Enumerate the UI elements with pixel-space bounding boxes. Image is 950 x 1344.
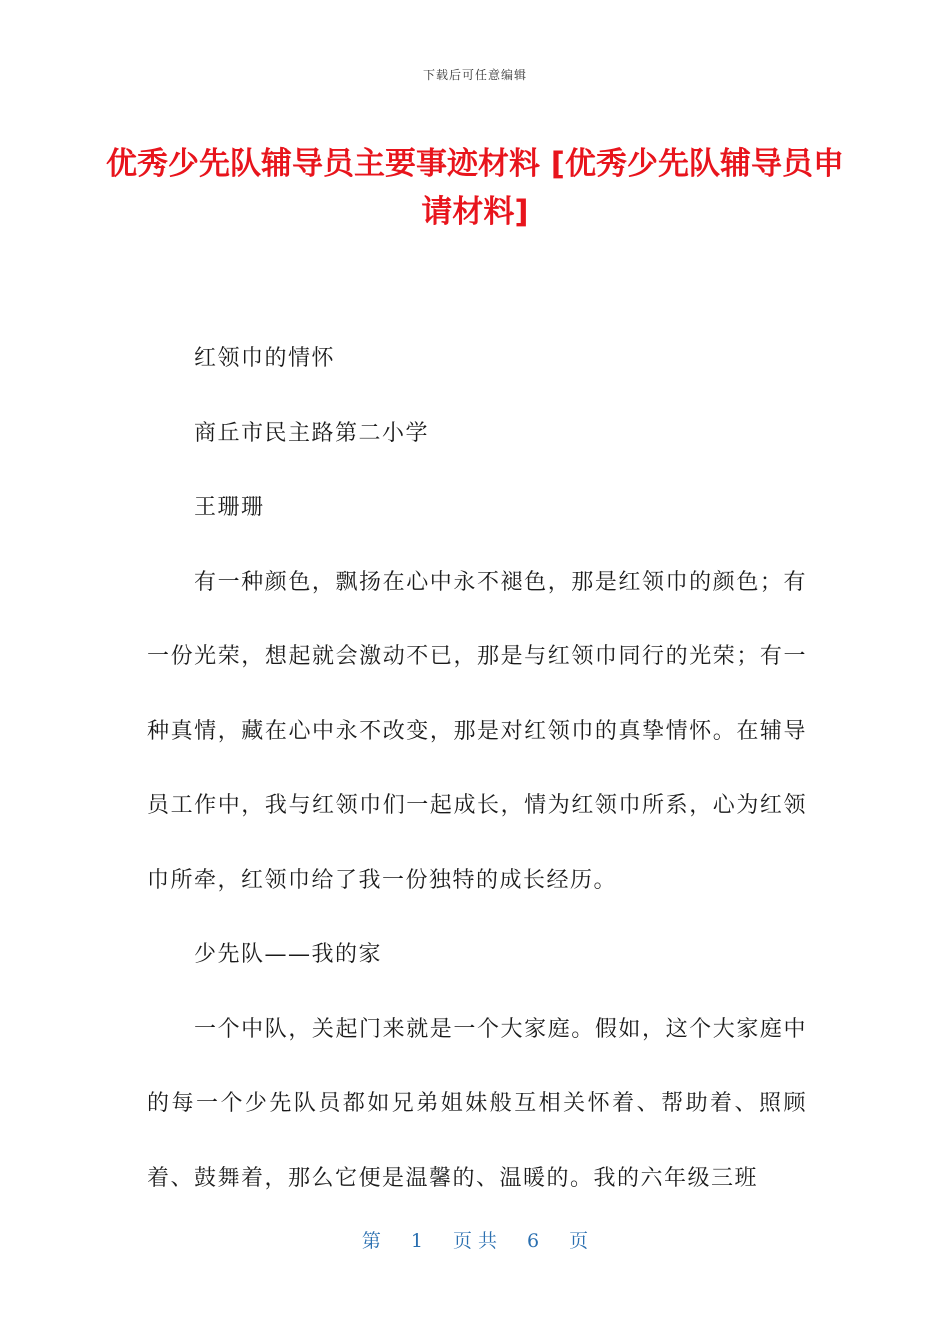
paragraph-section-heading: 少先队——我的家 <box>194 942 383 967</box>
footer-prefix: 第 <box>361 1230 381 1252</box>
paragraph-body: 一个中队，关起门来就是一个大家庭。假如，这个大家庭中的每一个少先队员都如兄弟姐妹般互相关怀着、帮助着、照顾着、鼓舞着，那么它便是温馨的、温暖的。我的六年级三班 <box>147 1016 807 1191</box>
paragraph-school: 商丘市民主路第二小学 <box>194 420 430 446</box>
footer-current-page: 1 <box>410 1230 423 1252</box>
footer-middle: 页 共 <box>452 1230 498 1252</box>
paragraph-subtitle: 红领巾的情怀 <box>194 346 336 371</box>
document-body <box>147 322 807 1216</box>
footer-suffix: 页 <box>569 1230 589 1252</box>
paragraph-author: 王珊珊 <box>194 495 265 520</box>
paragraph-intro: 有一种颜色，飘扬在心中永不褪色，那是红领巾的颜色；有一份光荣，想起就会激动不已，那是与红领巾同行的光荣；有一种真情，藏在心中永不改变，那是对红领巾的真挚情怀。在辅导员工作中，我与红领巾们一起成长，情为红领巾所系，心为红领巾所牵，红领巾给了我一份独特的成长经历。 <box>147 569 807 893</box>
document-title: 优秀少先队辅导员主要事迹材料 [优秀少先队辅导员申请材料] <box>106 146 844 230</box>
page-footer <box>0 1226 950 1253</box>
footer-total-pages: 6 <box>527 1230 540 1252</box>
header-note: 下载后可任意编辑 <box>422 68 527 82</box>
